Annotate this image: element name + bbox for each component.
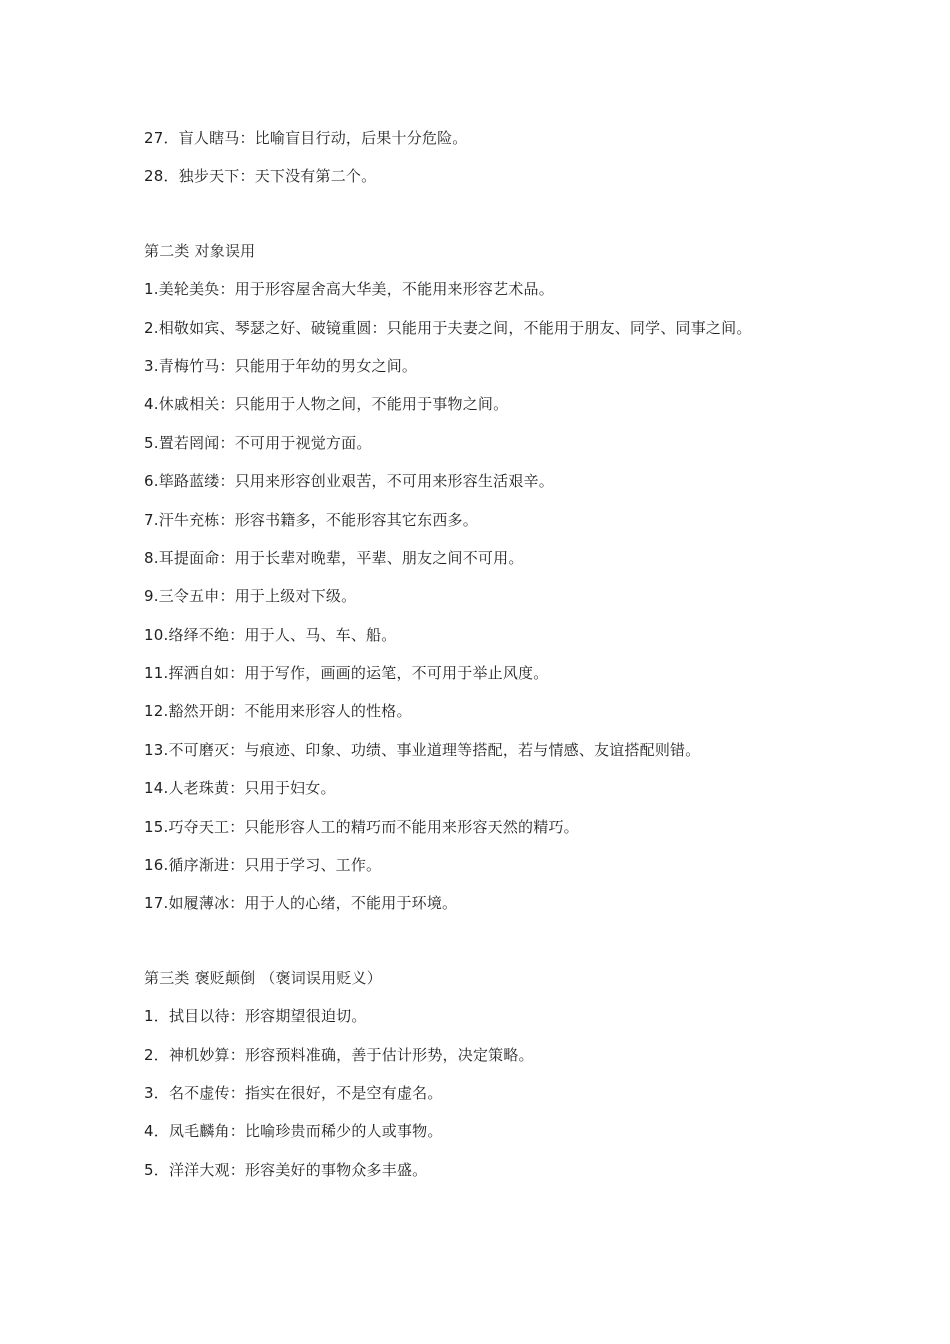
document-content (144, 124, 844, 1194)
list-item: 12.豁然开朗：不能用来形容人的性格。 (144, 702, 412, 721)
list-item: 2.相敬如宾、琴瑟之好、破镜重圆：只能用于夫妻之间，不能用于朋友、同学、同事之间。 (144, 318, 752, 337)
list-item: 2．神机妙算：形容预料准确，善于估计形势，决定策略。 (144, 1045, 534, 1064)
list-item: 4.休戚相关：只能用于人物之间，不能用于事物之间。 (144, 395, 509, 414)
list-item: 17.如履薄冰：用于人的心绪，不能用于环境。 (144, 894, 458, 913)
list-item: 1．拭目以待：形容期望很迫切。 (144, 1007, 367, 1026)
list-item: 4．凤毛麟角：比喻珍贵而稀少的人或事物。 (144, 1122, 443, 1141)
list-item: 11.挥洒自如：用于写作，画画的运笔，不可用于举止风度。 (144, 664, 549, 683)
section-heading: 第三类 褒贬颠倒 （褒词误用贬义） (144, 968, 382, 987)
list-item: 6.筚路蓝缕：只用来形容创业艰苦，不可用来形容生活艰辛。 (144, 472, 554, 491)
section-heading: 第二类 对象误用 (144, 241, 256, 260)
list-item: 3．名不虚传：指实在很好，不是空有虚名。 (144, 1083, 443, 1102)
list-item: 3.青梅竹马：只能用于年幼的男女之间。 (144, 356, 418, 375)
list-item: 15.巧夺天工：只能形容人工的精巧而不能用来形容天然的精巧。 (144, 817, 579, 836)
list-item: 10.络绎不绝：用于人、马、车、船。 (144, 625, 397, 644)
list-item: 5.置若罔闻：不可用于视觉方面。 (144, 433, 372, 452)
list-item: 27．盲人瞎马：比喻盲目行动，后果十分危险。 (144, 129, 468, 147)
list-item: 16.循序渐进：只用于学习、工作。 (144, 856, 382, 875)
list-item: 1.美轮美奂：用于形容屋舍高大华美，不能用来形容艺术品。 (144, 280, 554, 299)
list-item: 14.人老珠黄：只用于妇女。 (144, 779, 336, 798)
list-item: 7.汗牛充栋：形容书籍多，不能形容其它东西多。 (144, 510, 478, 529)
list-item: 28．独步天下：天下没有第二个。 (144, 167, 377, 186)
list-item: 8.耳提面命：用于长辈对晚辈，平辈、朋友之间不可用。 (144, 548, 524, 567)
section-spacer (144, 928, 844, 964)
list-item: 5．洋洋大观：形容美好的事物众多丰盛。 (144, 1160, 428, 1179)
list-item: 13.不可磨灭：与痕迹、印象、功绩、事业道理等搭配，若与情感、友谊搭配则错。 (144, 740, 701, 759)
list-item: 9.三令五申：用于上级对下级。 (144, 587, 357, 606)
section-spacer (144, 201, 844, 237)
